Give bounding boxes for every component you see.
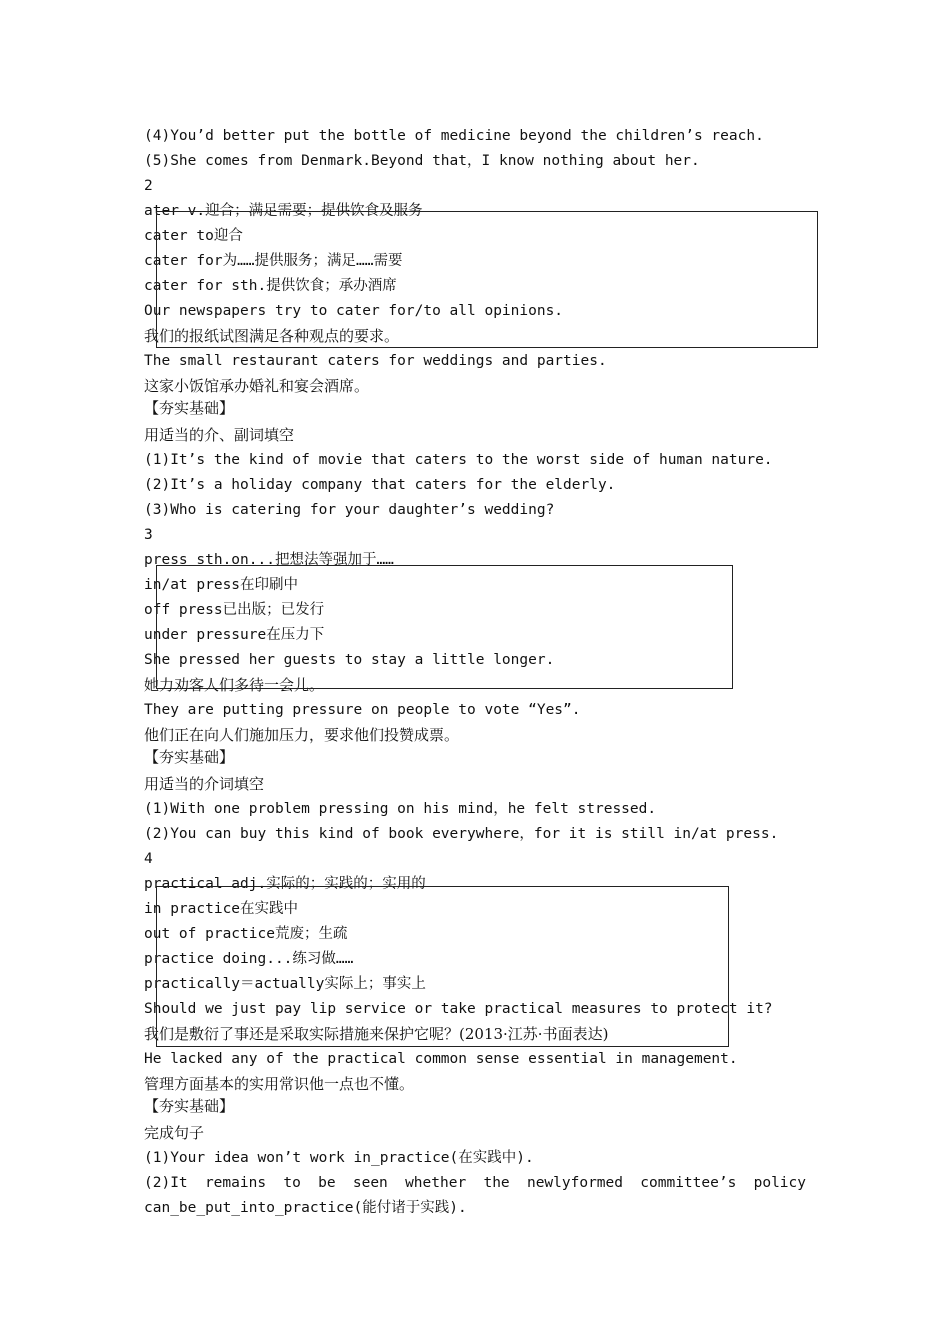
example-sentence: The small restaurant caters for weddings and parties. (144, 353, 607, 369)
exercise-item-continuation: can_be_put_into_practice(能付诸于实践). (144, 1200, 467, 1216)
exercise-item: (3)Who is catering for your daughter’s wedding? (144, 502, 555, 518)
text-line: in practice在实践中 (144, 901, 299, 917)
exercise-item: (2)It’s a holiday company that caters for the elderly. (144, 477, 616, 493)
text-line: cater for为……提供服务；满足……需要 (144, 253, 403, 269)
text-line: in/at press在印刷中 (144, 577, 299, 593)
example-sentence: Our newspapers try to cater for/to all opinions. (144, 303, 564, 319)
exercise-instruction: 用适当的介词填空 (144, 775, 265, 793)
exercise-item: (2)It remains to be seen whether the newlyformed committee’s policy (144, 1175, 806, 1191)
translation-line: 我们是敷衍了事还是采取实际措施来保护它呢？(2013·江苏·书面表达) (144, 1025, 609, 1043)
section-heading: 【夯实基础】 (144, 1097, 235, 1115)
exercise-item: (2)You can buy this kind of book everywhere，for it is still in/at press. (144, 826, 779, 842)
exercise-item: (1)With one problem pressing on his mind，he felt stressed. (144, 801, 657, 817)
text-line: under pressure在压力下 (144, 627, 325, 643)
text-line: practically＝actually实际上；事实上 (144, 976, 426, 992)
section-number: 3 (144, 527, 153, 543)
exercise-item: (1)Your idea won’t work in_practice(在实践中). (144, 1150, 534, 1166)
text-line: cater to迎合 (144, 228, 243, 244)
text-line: ater v.迎合；满足需要；提供饮食及服务 (144, 203, 423, 219)
section-number: 2 (144, 178, 153, 194)
section-heading: 【夯实基础】 (144, 399, 235, 417)
exercise-instruction: 用适当的介、副词填空 (144, 426, 295, 444)
text-line: (4)You’d better put the bottle of medicine beyond the children’s reach. (144, 128, 764, 144)
example-sentence: He lacked any of the practical common sense essential in management. (144, 1051, 738, 1067)
exercise-item: (1)It’s the kind of movie that caters to the worst side of human nature. (144, 452, 773, 468)
text-line: out of practice荒废；生疏 (144, 926, 348, 942)
text-line: cater for sth.提供饮食；承办酒席 (144, 278, 397, 294)
example-sentence: They are putting pressure on people to vote “Yes”. (144, 702, 581, 718)
translation-line: 我们的报纸试图满足各种观点的要求。 (144, 327, 400, 345)
text-line: practical adj.实际的；实践的；实用的 (144, 876, 426, 892)
translation-line: 他们正在向人们施加压力，要求他们投赞成票。 (144, 726, 460, 744)
example-sentence: She pressed her guests to stay a little longer. (144, 652, 555, 668)
section-heading: 【夯实基础】 (144, 748, 235, 766)
text-line: (5)She comes from Denmark.Beyond that，I know nothing about her. (144, 153, 700, 169)
overlay-frame (156, 211, 818, 348)
translation-line: 她力劝客人们多待一会儿。 (144, 676, 325, 694)
overlay-frame (156, 565, 733, 689)
translation-line: 这家小饭馆承办婚礼和宴会酒席。 (144, 377, 370, 395)
translation-line: 管理方面基本的实用常识他一点也不懂。 (144, 1075, 415, 1093)
text-line: press sth.on...把想法等强加于…… (144, 552, 394, 568)
section-number: 4 (144, 851, 153, 867)
text-line: practice doing...练习做…… (144, 951, 354, 967)
text-line: off press已出版；已发行 (144, 602, 325, 618)
overlay-frame (156, 886, 729, 1047)
exercise-instruction: 完成句子 (144, 1124, 205, 1142)
example-sentence: Should we just pay lip service or take practical measures to protect it? (144, 1001, 773, 1017)
